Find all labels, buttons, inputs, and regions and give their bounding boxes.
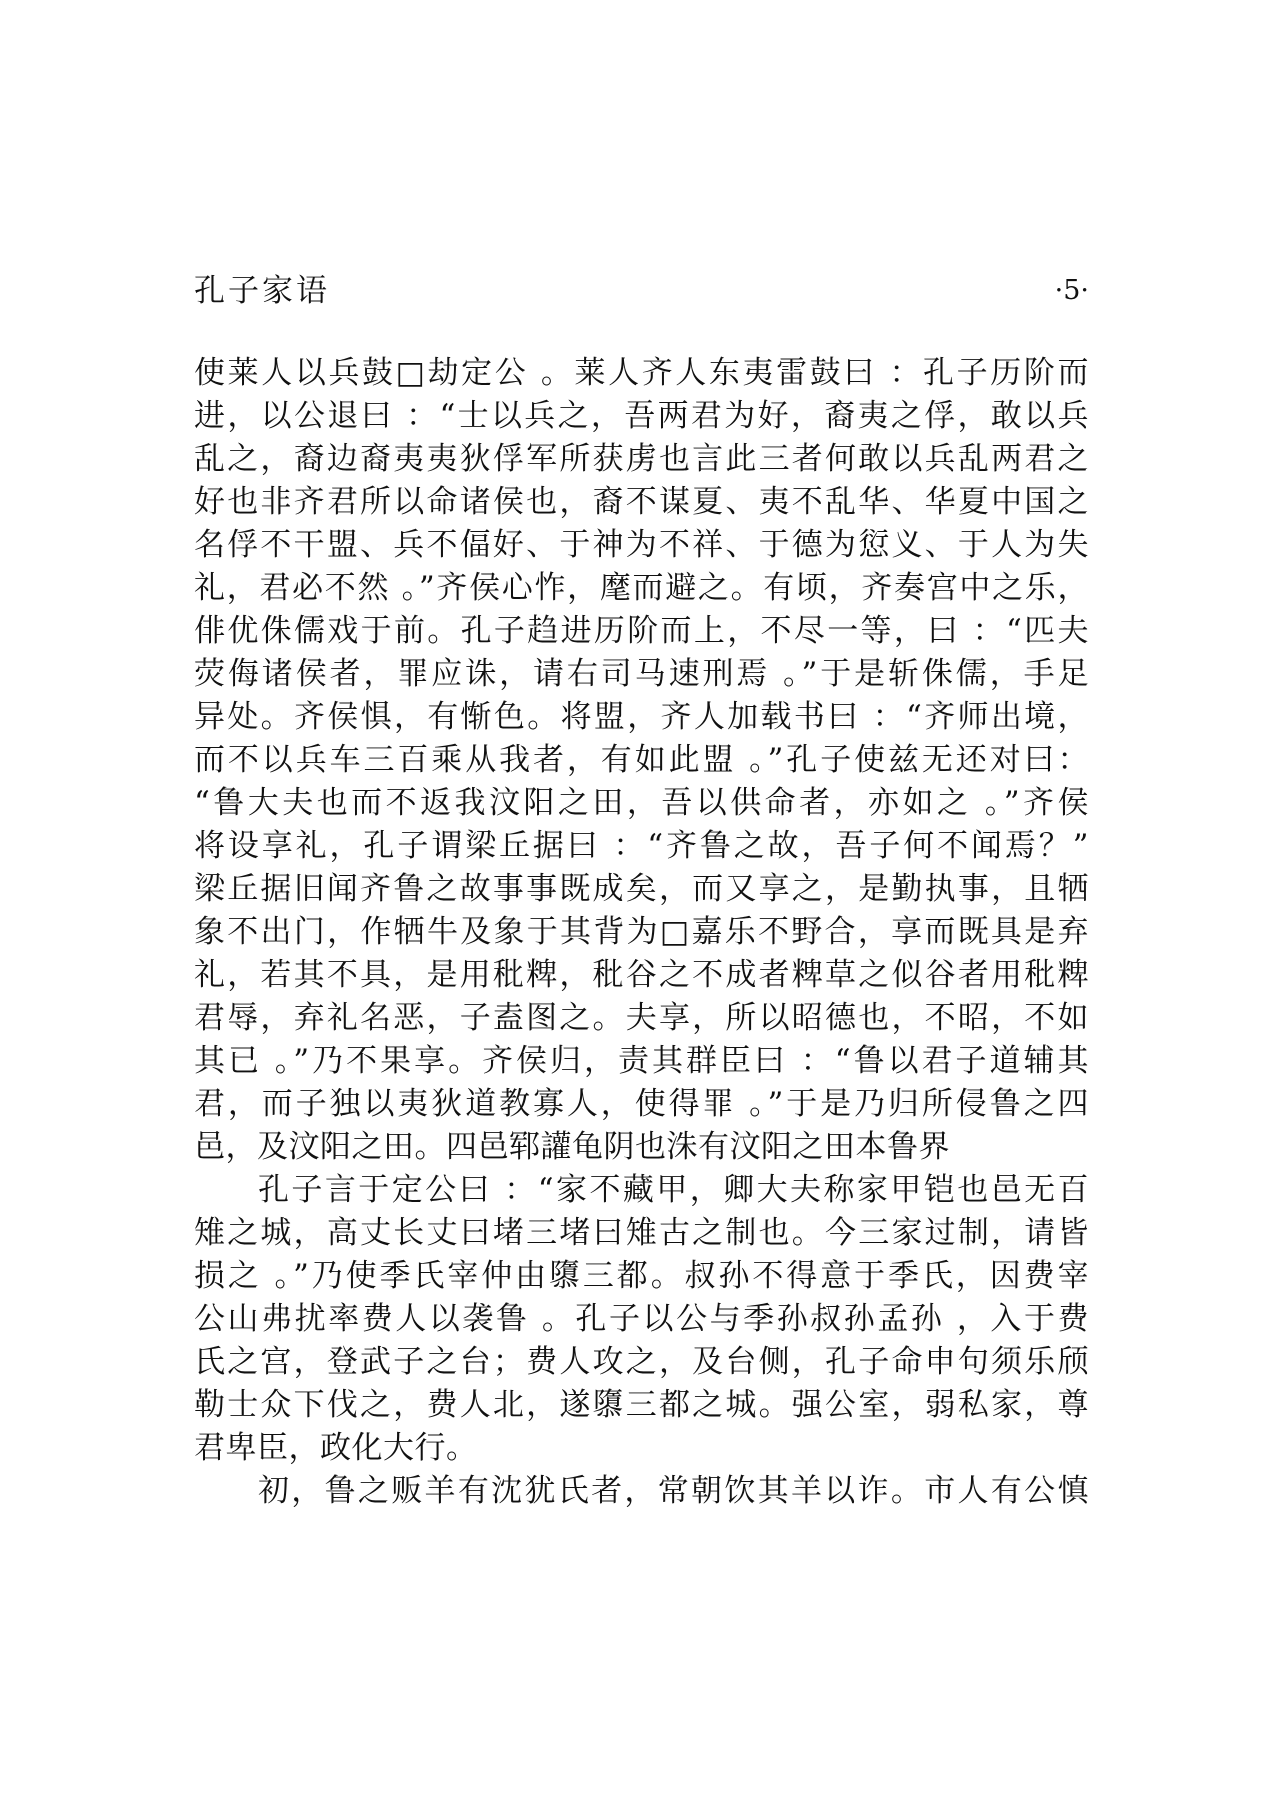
text-line: “鲁大夫也而不返我汶阳之田，吾以供命者，亦如之 。”齐侯 xyxy=(194,785,1089,821)
text-line: 损之 。”乃使季氏宰仲由隳三都。叔孙不得意于季氏，因费宰 xyxy=(194,1258,1089,1294)
text-line: 君辱，弃礼名恶，子盍图之。夫享，所以昭德也，不昭，不如 xyxy=(194,1000,1089,1036)
body-text xyxy=(194,352,1089,1513)
text-line: 梁丘据旧闻齐鲁之故事事既成矣，而又享之，是勤执事，且牺 xyxy=(194,871,1089,907)
text-line: 将设享礼，孔子谓梁丘据曰 ：“齐鲁之故，吾子何不闻焉？” xyxy=(194,828,1089,864)
text-line: 初，鲁之贩羊有沈犹氏者，常朝饮其羊以诈。市人有公慎 xyxy=(258,1473,1089,1509)
text-line: 进，以公退曰 ：“士以兵之，吾两君为好，裔夷之俘，敢以兵 xyxy=(194,398,1089,434)
page-number: ·5· xyxy=(1054,275,1089,306)
text-line: 荧侮诸侯者，罪应诛，请右司马速刑焉 。”于是斩侏儒，手足 xyxy=(194,656,1089,692)
text-line: 君卑臣，政化大行。 xyxy=(194,1430,478,1466)
text-line: 好也非齐君所以命诸侯也，裔不谋夏、夷不乱华、华夏中国之 xyxy=(194,484,1089,520)
text-line: 俳优侏儒戏于前。孔子趋进历阶而上，不尽一等，曰 ：“匹夫 xyxy=(194,613,1089,649)
text-line: 雉之城，高丈长丈曰堵三堵曰雉古之制也。今三家过制，请皆 xyxy=(194,1215,1089,1251)
text-line: 孔子言于定公曰 ：“家不藏甲，卿大夫称家甲铠也邑无百 xyxy=(258,1172,1089,1208)
text-line: 异处。齐侯惧，有惭色。将盟，齐人加载书曰 ：“齐师出境， xyxy=(194,699,1089,735)
text-line: 勒士众下伐之，费人北，遂隳三都之城。强公室，弱私家，尊 xyxy=(194,1387,1089,1423)
text-line: 其已 。”乃不果享。齐侯归，责其群臣曰 ：“鲁以君子道辅其 xyxy=(194,1043,1089,1079)
text-line: 礼，若其不具，是用秕粺，秕谷之不成者粺草之似谷者用秕粺 xyxy=(194,957,1089,993)
text-line: 名俘不干盟、兵不偪好、于神为不祥、于德为愆义、于人为失 xyxy=(194,527,1089,563)
text-line: 公山弗扰率费人以袭鲁 。孔子以公与季孙叔孙孟孙 ，入于费 xyxy=(194,1301,1089,1337)
paragraph xyxy=(194,1169,1089,1470)
text-line: 乱之，裔边裔夷夷狄俘军所获虏也言此三者何敢以兵乱两君之 xyxy=(194,441,1089,477)
text-line: 氏之宫，登武子之台；费人攻之，及台侧，孔子命申句须乐颀 xyxy=(194,1344,1089,1380)
text-line: 君，而子独以夷狄道教寡人，使得罪 。”于是乃归所侵鲁之四 xyxy=(194,1086,1089,1122)
text-line: 礼，君必不然 。”齐侯心怍，麾而避之。有顷，齐奏宫中之乐， xyxy=(194,570,1089,606)
paragraph xyxy=(194,1470,1089,1513)
book-title: 孔子家语 xyxy=(194,273,330,309)
text-line: 邑，及汶阳之田。四邑郓讙龟阴也洙有汶阳之田本鲁界 xyxy=(194,1129,950,1165)
text-line: 使莱人以兵鼓□劫定公 。莱人齐人东夷雷鼓曰 ：孔子历阶而 xyxy=(194,355,1089,391)
text-line: 而不以兵车三百乘从我者，有如此盟 。”孔子使兹无还对曰： xyxy=(194,742,1089,778)
paragraph xyxy=(194,352,1089,1169)
text-line: 象不出门，作牺牛及象于其背为□嘉乐不野合，享而既具是弃 xyxy=(194,914,1089,950)
running-header xyxy=(194,268,1089,314)
